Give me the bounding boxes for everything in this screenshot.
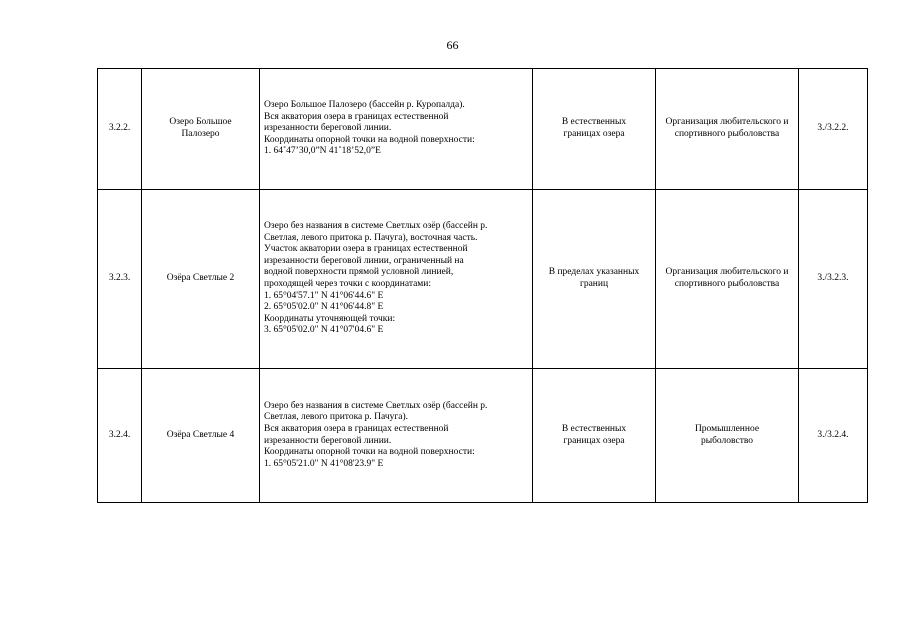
description-line: 3. 65°05'02.0" N 41°07'04.6" E: [264, 325, 384, 336]
usage-text: Организация любительского и спортивного рыболовства: [665, 267, 789, 289]
usage-text: Промышленное рыболовство: [694, 423, 760, 446]
description-line: Координаты опорной точки на водной поверхности:: [264, 134, 475, 145]
description-line: водной поверхности прямой условной линией,: [264, 267, 454, 278]
usage-cell: [656, 190, 799, 369]
description-line: 1. 65°05'21.0" N 41°08'23.9" E: [264, 458, 384, 469]
row-number-cell: 3.2.4.: [98, 369, 142, 503]
description-line: проходящей через точки с координатами:: [264, 279, 432, 289]
description-line: Озеро без названия в системе Светлых озёр (бассейн р.: [264, 221, 488, 232]
description-line: 1. 65°04'57.1" N 41°06'44.6" E: [264, 290, 384, 301]
description-cell: [260, 69, 533, 190]
table-row: [98, 369, 868, 503]
usage-text: Организация любительского и спортивного рыболовства: [665, 117, 789, 139]
usage-cell: [656, 369, 799, 503]
water-body-name: Озёра Светлые 2: [166, 273, 235, 284]
description-line: Координаты опорной точки на водной поверхности:: [264, 447, 475, 458]
boundaries-text: В естественных границах озера: [561, 423, 627, 446]
description-line: Светлая, левого притока р. Пачуга).: [264, 412, 409, 423]
reference-cell: 3./3.2.4.: [799, 369, 868, 503]
row-number-cell: 3.2.3.: [98, 190, 142, 369]
description-line: Участок акватории озера в границах естественной: [264, 244, 468, 255]
boundaries-text: В пределах указанных границ: [548, 267, 640, 289]
description-line: изрезанности береговой линии.: [264, 123, 392, 134]
description-line: Координаты уточняющей точки:: [264, 313, 396, 324]
description-cell: [260, 369, 533, 503]
description-cell: [260, 190, 533, 369]
reference-cell: 3./3.2.2.: [799, 69, 868, 190]
water-body-name-cell: [142, 190, 260, 369]
description-line: Светлая, левого притока р. Пачуга), восточная часть.: [264, 232, 478, 243]
table-row: [98, 69, 868, 190]
usage-cell: [656, 69, 799, 190]
description-line: Вся акватория озера в границах естественной: [264, 111, 449, 122]
water-bodies-table: [97, 68, 868, 503]
boundaries-text: В естественных границах озера: [561, 117, 627, 139]
boundaries-cell: [533, 369, 656, 503]
water-body-name-cell: [142, 369, 260, 503]
water-body-name: Озёра Светлые 4: [166, 429, 235, 440]
description-line: 2. 65°05'02.0" N 41°06'44.8" E: [264, 302, 384, 313]
description-line: Вся акватория озера в границах естественной: [264, 423, 449, 434]
table-row: [98, 190, 868, 369]
description-line: Озеро Большое Палозеро (бассейн р. Куропалда).: [264, 100, 465, 111]
description-line: Озеро без названия в системе Светлых озёр (бассейн р.: [264, 400, 488, 411]
description-line: изрезанности береговой линии, ограниченный на: [264, 255, 464, 266]
description-line: 1. 64˚47’30,0”N 41˚18’52,0”E: [264, 146, 381, 157]
boundaries-cell: [533, 190, 656, 369]
water-body-name-cell: [142, 69, 260, 190]
row-number-cell: 3.2.2.: [98, 69, 142, 190]
boundaries-cell: [533, 69, 656, 190]
reference-cell: 3./3.2.3.: [799, 190, 868, 369]
water-body-name: Озеро Большое Палозеро: [169, 117, 232, 139]
description-line: изрезанности береговой линии.: [264, 435, 392, 446]
page-number: 66: [446, 38, 459, 52]
